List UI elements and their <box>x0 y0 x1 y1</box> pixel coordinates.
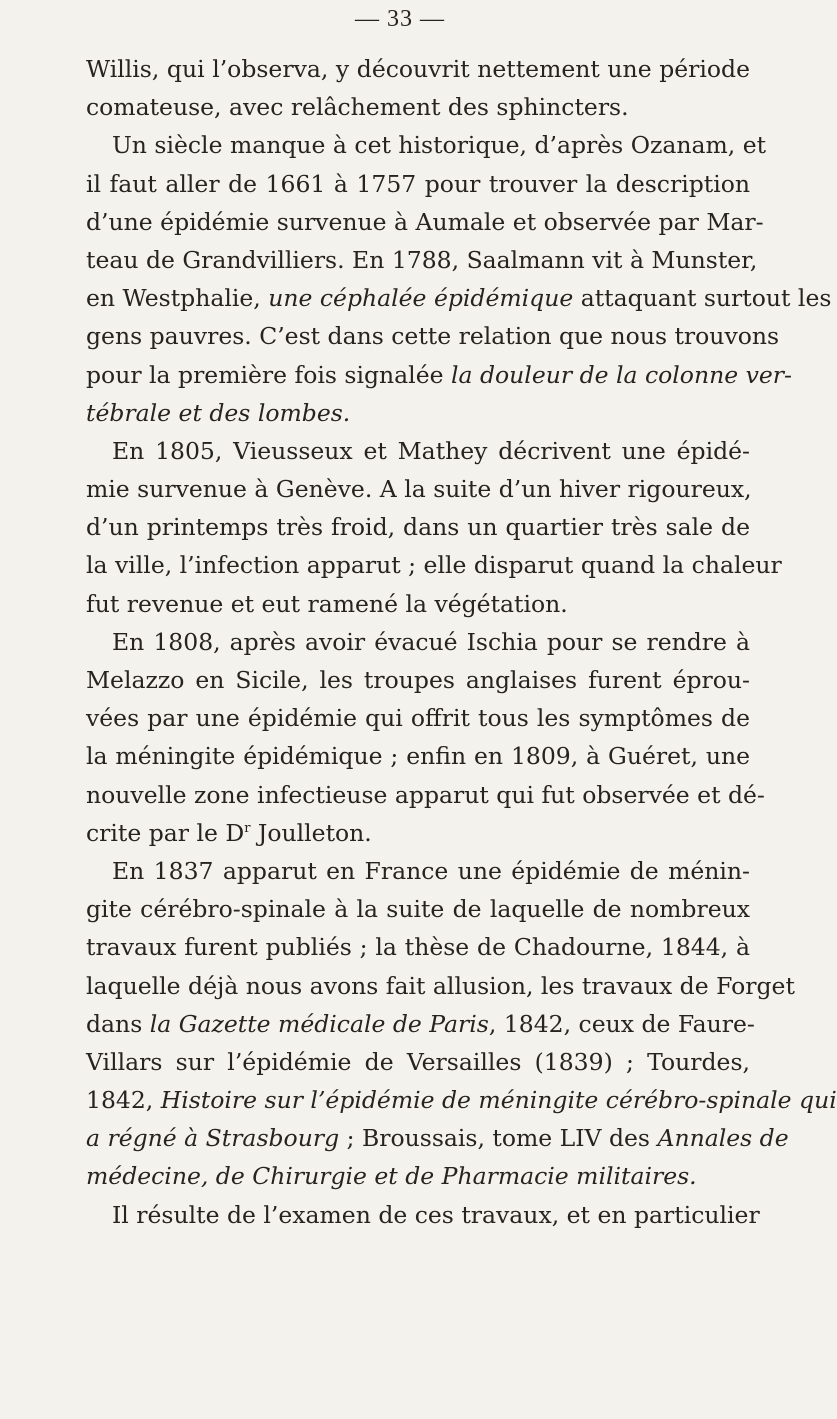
text-segment: Willis, qui l’observa, y découvrit nettement une période <box>86 55 750 83</box>
text-line <box>86 1119 789 1157</box>
text-segment: en Westphalie, <box>86 284 269 313</box>
text-segment: teau de Grandvilliers. En 1788, Saalmann vit à Munster, <box>86 245 758 274</box>
text-line <box>86 203 764 241</box>
text-segment: vées par une épidémie qui offrit tous les symptômes de <box>86 704 750 733</box>
text-line <box>86 623 750 661</box>
text-line <box>86 394 750 432</box>
text-segment: Il résulte de l’examen de ces travaux, et en particulier <box>112 1200 760 1229</box>
text-line <box>86 928 750 966</box>
text-segment: Joulleton. <box>250 818 372 847</box>
text-segment: la méningite épidémique ; enfin en 1809, à Guéret, une <box>86 742 750 771</box>
text-segment: la ville, l’infection apparut ; elle disparut quand la chaleur <box>86 551 782 580</box>
text-segment: d’une épidémie survenue à Aumale et observée par Mar- <box>86 207 764 236</box>
text-segment: pour la première fois signalée <box>86 360 451 389</box>
text-segment: En 1808, après avoir évacué Ischia pour se rendre à <box>112 627 750 656</box>
text-segment: travaux furent publiés ; la thèse de Chadourne, 1844, à <box>86 933 750 962</box>
italic-text: Annales de <box>657 1124 789 1153</box>
text-line <box>86 737 750 775</box>
italic-text: a régné à Strasbourg <box>86 1124 340 1153</box>
italic-text: Histoire sur l’épidémie de méningite cérébro-spinale qui <box>160 1086 837 1115</box>
text-line <box>86 890 750 928</box>
text-line <box>86 1081 837 1119</box>
text-line <box>86 1043 750 1081</box>
text-line <box>86 661 750 699</box>
text-segment: Un siècle manque à cet historique, d’après Ozanam, et <box>112 131 767 160</box>
text-line <box>86 1196 760 1234</box>
text-line <box>86 356 792 394</box>
text-line <box>86 50 750 88</box>
italic-text: la Gazette médicale de Paris <box>149 1009 489 1038</box>
text-line <box>86 508 750 546</box>
text-line <box>86 432 750 470</box>
text-line <box>86 279 832 317</box>
text-line <box>86 967 795 1005</box>
text-line <box>86 1005 755 1043</box>
text-line <box>86 1157 750 1195</box>
italic-text: la douleur de la colonne ver- <box>450 360 792 389</box>
text-segment: dans <box>86 1009 150 1038</box>
text-line <box>86 88 750 126</box>
text-line <box>86 585 750 623</box>
text-segment: comateuse, avec relâchement des sphincters. <box>86 93 629 122</box>
text-segment: En 1805, Vieusseux et Mathey décrivent une épidé- <box>112 436 750 465</box>
body-text <box>86 50 837 1234</box>
text-line <box>86 126 767 164</box>
text-segment: En 1837 apparut en France une épidémie de ménin- <box>112 856 750 885</box>
text-segment: crite par le D <box>86 818 245 847</box>
text-segment: laquelle déjà nous avons fait allusion, les travaux de Forget <box>86 971 795 1000</box>
text-segment: Melazzo en Sicile, les troupes anglaises furent éprou- <box>86 666 750 694</box>
text-segment: nouvelle zone infectieuse apparut qui fut observée et dé- <box>86 780 765 809</box>
text-segment: attaquant surtout les <box>573 284 832 313</box>
text-line <box>86 546 782 584</box>
text-line <box>86 852 750 890</box>
superscript: r <box>244 820 251 836</box>
page-number: — 33 — <box>355 6 445 32</box>
text-line <box>86 241 758 279</box>
text-segment: gite cérébro-spinale à la suite de laquelle de nombreux <box>86 895 750 924</box>
text-line <box>86 699 750 737</box>
italic-text: une céphalée épidémique <box>268 284 574 313</box>
italic-text: médecine, de Chirurgie et de Pharmacie militaires. <box>86 1162 697 1191</box>
text-segment: mie survenue à Genève. A la suite d’un hiver rigoureux, <box>86 475 752 504</box>
text-line <box>86 470 750 508</box>
text-line <box>86 776 765 814</box>
text-segment: 1842, <box>86 1086 161 1115</box>
text-line <box>86 165 750 203</box>
text-line <box>86 814 750 852</box>
text-segment: il faut aller de 1661 à 1757 pour trouver la description <box>86 169 750 198</box>
text-segment: ; Broussais, tome LIV des <box>339 1124 658 1153</box>
text-line <box>86 317 780 355</box>
text-segment: Villars sur l’épidémie de Versailles (1839) ; Tourdes, <box>86 1047 750 1076</box>
italic-text: tébrale et des lombes. <box>86 398 351 427</box>
text-segment: d’un printemps très froid, dans un quartier très sale de <box>86 513 750 542</box>
text-segment: , 1842, ceux de Faure- <box>488 1009 755 1038</box>
text-segment: fut revenue et eut ramené la végétation. <box>86 589 568 618</box>
text-segment: gens pauvres. C’est dans cette relation que nous trouvons <box>86 322 780 351</box>
